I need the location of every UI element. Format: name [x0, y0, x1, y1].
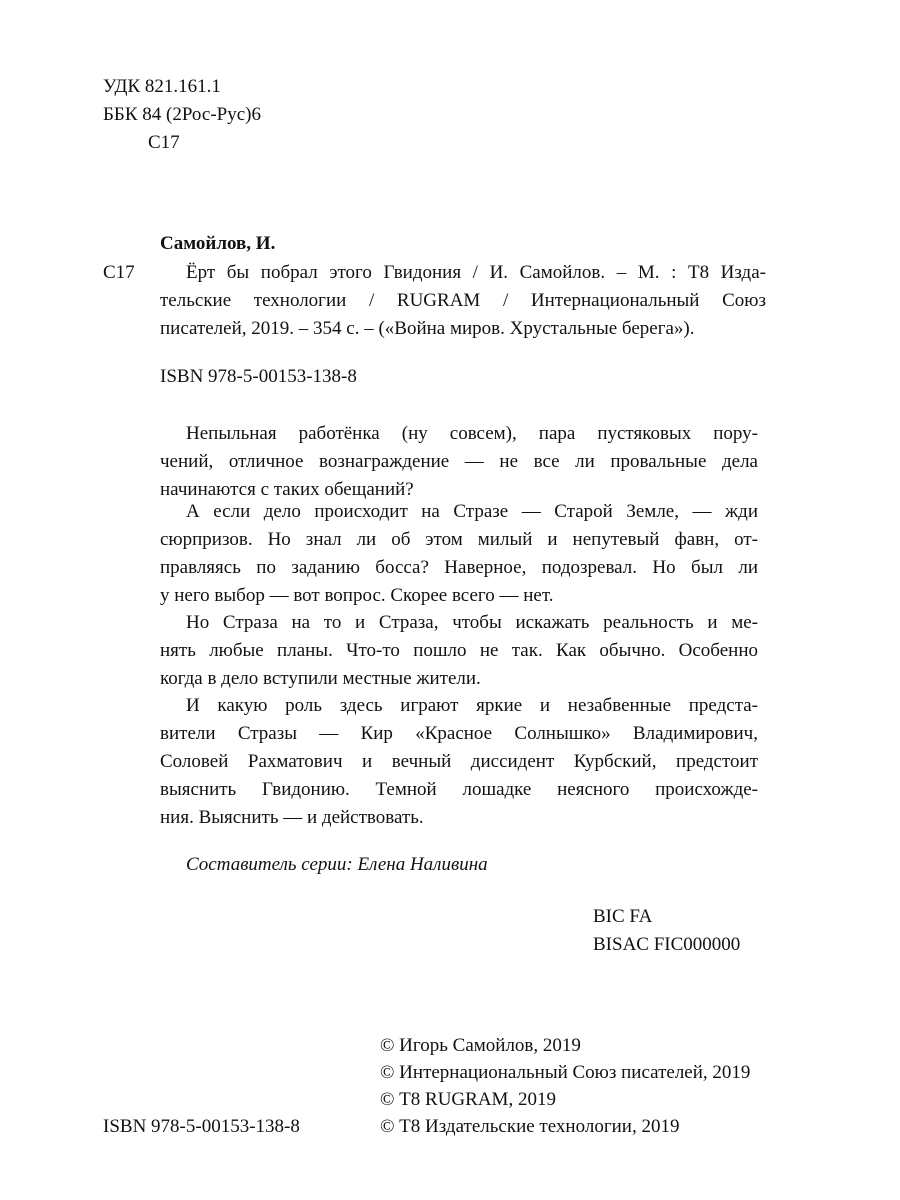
- isbn-top: ISBN 978-5-00153-138-8: [160, 366, 357, 387]
- annotation-line: ния. Выяснить — и действовать.: [160, 807, 424, 828]
- bisac-code: BISAC FIC000000: [593, 934, 741, 955]
- annotation-line: у него выбор — вот вопрос. Скорее всего — нет.: [160, 585, 554, 606]
- annotation-line: сюрпризов. Но знал ли об этом милый и непутевый фавн, от-: [160, 529, 758, 550]
- annotation-line: чений, отличное вознаграждение — не все ли провальные дела: [160, 451, 758, 472]
- author-name: Самойлов, И.: [160, 233, 276, 254]
- annotation-line: вители Стразы — Кир «Красное Солнышко» Владимирович,: [160, 723, 758, 744]
- annotation-line: И какую роль здесь играют яркие и незабвенные предста-: [186, 695, 758, 716]
- bic-code: BIC FA: [593, 906, 653, 927]
- annotation-line: А если дело происходит на Стразе — Старой Земле, — жди: [186, 501, 758, 522]
- annotation-line: нять любые планы. Что-то пошло не так. Как обычно. Особенно: [160, 640, 758, 661]
- bibliographic-mark: С17: [103, 262, 135, 283]
- copyright-line: © Т8 Издательские технологии, 2019: [380, 1116, 680, 1137]
- copyright-line: © Интернациональный Союз писателей, 2019: [380, 1062, 751, 1083]
- udk-code: УДК 821.161.1: [103, 76, 221, 97]
- bibliographic-line-2: тельские технологии / RUGRAM / Интернациональный Союз: [160, 290, 766, 311]
- annotation-line: выяснить Гвидонию. Темной лошадке неясного происхожде-: [160, 779, 758, 800]
- annotation-line: Непыльная работёнка (ну совсем), пара пустяковых пору-: [186, 423, 758, 444]
- annotation-line: когда в дело вступили местные жители.: [160, 668, 481, 689]
- annotation-line: правляясь по заданию босса? Наверное, подозревал. Но был ли: [160, 557, 758, 578]
- author-mark: С17: [148, 132, 180, 153]
- bibliographic-line-1: Ёрт бы побрал этого Гвидония / И. Самойлов. – М. : Т8 Изда-: [186, 262, 766, 283]
- bbk-code: ББК 84 (2Рос-Рус)6: [103, 104, 261, 125]
- series-editor: Составитель серии: Елена Наливина: [186, 854, 488, 875]
- isbn-bottom: ISBN 978-5-00153-138-8: [103, 1116, 300, 1137]
- annotation-line: Но Страза на то и Страза, чтобы искажать реальность и ме-: [186, 612, 758, 633]
- copyright-line: © Т8 RUGRAM, 2019: [380, 1089, 556, 1110]
- bibliographic-line-3: писателей, 2019. – 354 с. – («Война миров. Хрустальные берега»).: [160, 318, 695, 339]
- annotation-line: начинаются с таких обещаний?: [160, 479, 414, 500]
- copyright-line: © Игорь Самойлов, 2019: [380, 1035, 581, 1056]
- annotation-line: Соловей Рахматович и вечный диссидент Курбский, предстоит: [160, 751, 758, 772]
